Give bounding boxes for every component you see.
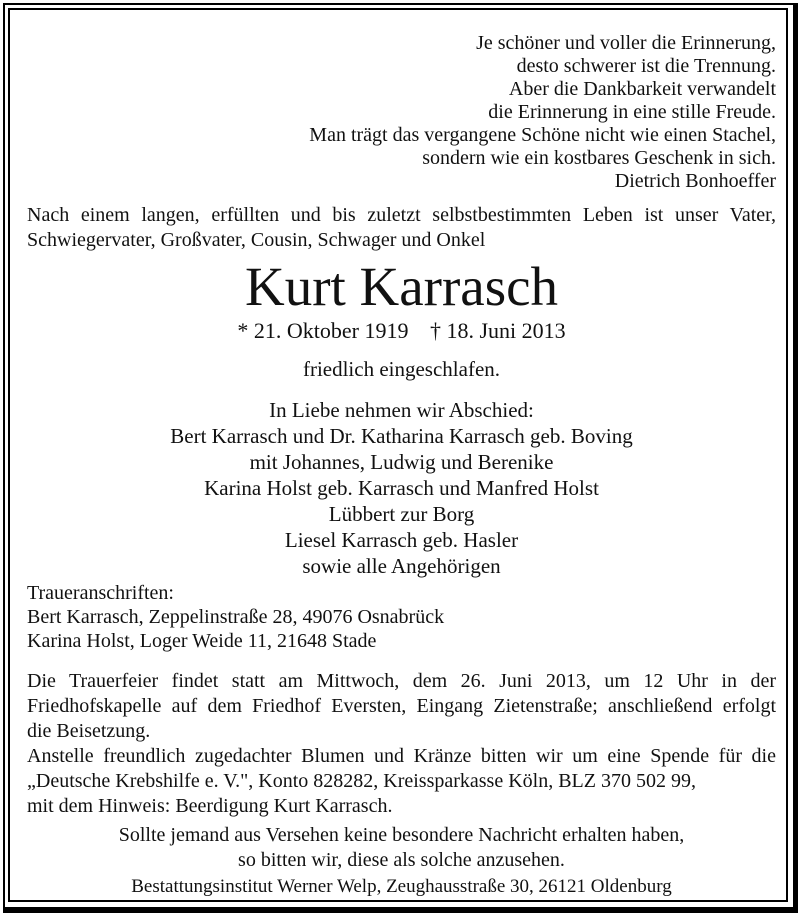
farewell-heading: In Liebe nehmen wir Abschied: bbox=[269, 398, 534, 422]
address-line: Karina Holst, Loger Weide 11, 21648 Stade bbox=[27, 630, 377, 652]
farewell-line: Bert Karrasch und Dr. Katharina Karrasch geb. Boving bbox=[170, 424, 633, 448]
donation-line-justified: Anstelle freundlich zugedachter Blumen und Kränze bitten wir um eine Spende für die bbox=[27, 745, 776, 767]
funeral-home-line: Bestattungsinstitut Werner Welp, Zeughausstraße 30, 26121 Oldenburg bbox=[131, 876, 672, 897]
donation-line: mit dem Hinweis: Beerdigung Kurt Karrasch. bbox=[27, 795, 393, 817]
quote-line: sondern wie ein kostbares Geschenk in sich. bbox=[422, 147, 776, 169]
quote-attribution: Dietrich Bonhoeffer bbox=[614, 170, 776, 192]
service-paragraph bbox=[27, 669, 776, 744]
farewell-line: Karina Holst geb. Karrasch und Manfred Holst bbox=[204, 476, 599, 500]
notice-line: so bitten wir, diese als solche anzusehen. bbox=[238, 849, 565, 871]
farewell-line: Liesel Karrasch geb. Hasler bbox=[284, 528, 519, 552]
service-line: die Beisetzung. bbox=[27, 720, 151, 742]
quote-line: die Erinnerung in eine stille Freude. bbox=[488, 101, 776, 123]
address-line: Bert Karrasch, Zeppelinstraße 28, 49076 Osnabrück bbox=[27, 606, 445, 628]
deceased-name: Kurt Karrasch bbox=[244, 256, 559, 317]
farewell-line: mit Johannes, Ludwig und Berenike bbox=[249, 450, 554, 474]
quote-line: Je schöner und voller die Erinnerung, bbox=[476, 32, 776, 54]
notice-line: Sollte jemand aus Versehen keine besondere Nachricht erhalten haben, bbox=[118, 824, 685, 846]
donation-line: „Deutsche Krebshilfe e. V.", Konto 828282, Kreissparkasse Köln, BLZ 370 502 99, bbox=[27, 770, 696, 792]
farewell-line: Lübbert zur Borg bbox=[328, 502, 475, 526]
quote-line: Aber die Dankbarkeit verwandelt bbox=[508, 78, 776, 100]
addresses-heading: Traueranschriften: bbox=[27, 582, 174, 604]
donation-paragraph bbox=[27, 744, 776, 819]
obituary-content bbox=[27, 10, 776, 898]
farewell-line: sowie alle Angehörigen bbox=[302, 554, 501, 578]
intro-line: Schwiegervater, Großvater, Cousin, Schwager und Onkel bbox=[27, 229, 486, 251]
intro-paragraph bbox=[27, 203, 776, 253]
service-line-justified: Friedhofskapelle auf dem Friedhof Eversten, Eingang Zietenstraße; anschließend erfolgt bbox=[27, 695, 776, 717]
death-date: † 18. Juni 2013 bbox=[429, 318, 566, 343]
apology-notice bbox=[27, 823, 776, 873]
birth-date: * 21. Oktober 1919 bbox=[237, 318, 409, 343]
quote-line: Man trägt das vergangene Schöne nicht wie einen Stachel, bbox=[309, 124, 776, 146]
intro-line-justified: Nach einem langen, erfüllten und bis zuletzt selbstbestimmten Leben ist unser Vater, bbox=[27, 204, 776, 226]
mourning-addresses-block bbox=[27, 581, 776, 653]
life-dates-line bbox=[27, 319, 776, 343]
memorial-quote bbox=[27, 32, 776, 193]
farewell-block bbox=[27, 397, 776, 579]
quote-line: desto schwerer ist die Trennung. bbox=[516, 55, 776, 77]
passing-note: friedlich eingeschlafen. bbox=[302, 357, 501, 381]
service-line-justified: Die Trauerfeier findet statt am Mittwoch, dem 26. Juni 2013, um 12 Uhr in der bbox=[27, 670, 776, 692]
